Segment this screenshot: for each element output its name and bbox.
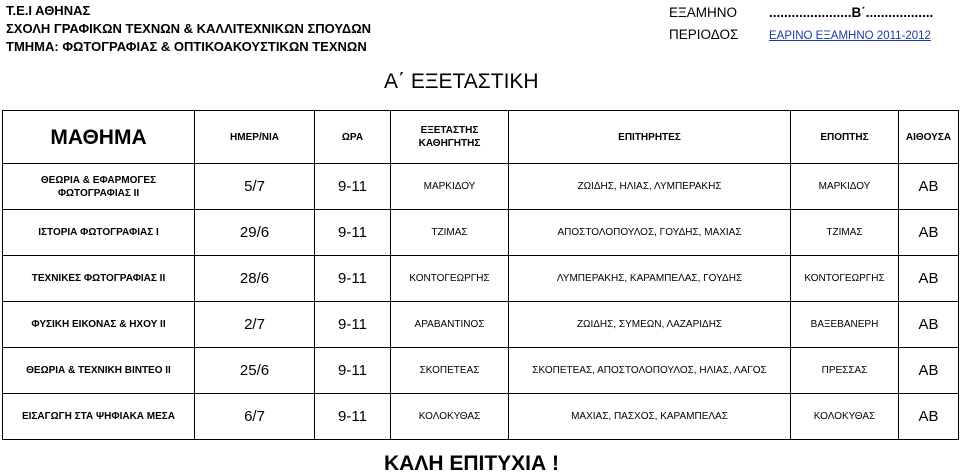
table-row bbox=[3, 164, 959, 210]
room-cell: ΑΒ bbox=[899, 302, 959, 348]
period-label: ΠΕΡΙΟΔΟΣ bbox=[669, 27, 739, 42]
examiner-cell: ΚΟΛΟΚΥΘΑΣ bbox=[391, 394, 509, 440]
institution-name: Τ.Ε.Ι ΑΘΗΝΑΣ bbox=[6, 3, 91, 18]
period-value: ΕΑΡΙΝΟ ΕΞΑΜΗΝΟ 2011-2012 bbox=[769, 30, 931, 42]
course-line2: ΦΩΤΟΓΡΑΦΙΑΣ ΙΙ bbox=[57, 187, 140, 199]
semester-info bbox=[669, 2, 933, 47]
room-cell: ΑΒ bbox=[899, 164, 959, 210]
header-examiner-line1: ΕΞΕΤΑΣΤΗΣ bbox=[420, 125, 479, 136]
date-cell: 25/6 bbox=[195, 348, 315, 394]
time-cell: 9-11 bbox=[315, 164, 391, 210]
document-header bbox=[6, 2, 371, 56]
supervisor-cell: ΚΟΝΤΟΓΕΩΡΓΗΣ bbox=[791, 256, 899, 302]
table-row bbox=[3, 348, 959, 394]
time-cell: 9-11 bbox=[315, 256, 391, 302]
header-examiner bbox=[391, 111, 509, 164]
header-supervisor: ΕΠΟΠΤΗΣ bbox=[791, 111, 899, 164]
table-row bbox=[3, 394, 959, 440]
course-cell bbox=[3, 164, 195, 210]
proctors-cell: ΖΩΙΔΗΣ, ΗΛΙΑΣ, ΛΥΜΠΕΡΑΚΗΣ bbox=[509, 164, 791, 210]
date-cell: 29/6 bbox=[195, 210, 315, 256]
supervisor-cell: ΠΡΕΣΣΑΣ bbox=[791, 348, 899, 394]
semester-value: ......................Β΄.................. bbox=[769, 5, 934, 20]
time-cell: 9-11 bbox=[315, 302, 391, 348]
course-cell: ΙΣΤΟΡΙΑ ΦΩΤΟΓΡΑΦΙΑΣ Ι bbox=[3, 210, 195, 256]
header-room: ΑΙΘΟΥΣΑ bbox=[899, 111, 959, 164]
semester-label: ΕΞΑΜΗΝΟ bbox=[669, 5, 738, 20]
exam-schedule-table bbox=[2, 110, 959, 440]
supervisor-cell: ΜΑΡΚΙΔΟΥ bbox=[791, 164, 899, 210]
exam-title: Α΄ ΕΞΕΤΑΣΤΙΚΗ bbox=[384, 70, 539, 93]
proctors-cell: ΑΠΟΣΤΟΛΟΠΟΥΛΟΣ, ΓΟΥΔΗΣ, ΜΑΧΙΑΣ bbox=[509, 210, 791, 256]
date-cell: 2/7 bbox=[195, 302, 315, 348]
header-time: ΩΡΑ bbox=[315, 111, 391, 164]
supervisor-cell: ΚΟΛΟΚΥΘΑΣ bbox=[791, 394, 899, 440]
course-cell: ΘΕΩΡΙΑ & ΤΕΧΝΙΚΗ ΒΙΝΤΕΟ ΙΙ bbox=[3, 348, 195, 394]
time-cell: 9-11 bbox=[315, 394, 391, 440]
header-examiner-line2: ΚΑΘΗΓΗΤΗΣ bbox=[418, 138, 481, 149]
table-row bbox=[3, 256, 959, 302]
room-cell: ΑΒ bbox=[899, 348, 959, 394]
department-name: ΤΜΗΜΑ: ΦΩΤΟΓΡΑΦΙΑΣ & ΟΠΤΙΚΟΑΚΟΥΣΤΙΚΩΝ ΤΕΧΝΩΝ bbox=[6, 39, 367, 54]
table-header-row bbox=[3, 111, 959, 164]
table-row bbox=[3, 210, 959, 256]
course-cell: ΦΥΣΙΚΗ ΕΙΚΟΝΑΣ & ΗΧΟΥ ΙΙ bbox=[3, 302, 195, 348]
room-cell: ΑΒ bbox=[899, 394, 959, 440]
room-cell: ΑΒ bbox=[899, 210, 959, 256]
examiner-cell: ΣΚΟΠΕΤΕΑΣ bbox=[391, 348, 509, 394]
header-proctors: ΕΠΙΤΗΡΗΤΕΣ bbox=[509, 111, 791, 164]
time-cell: 9-11 bbox=[315, 210, 391, 256]
examiner-cell: ΚΟΝΤΟΓΕΩΡΓΗΣ bbox=[391, 256, 509, 302]
date-cell: 28/6 bbox=[195, 256, 315, 302]
header-date: ΗΜΕΡ/ΝΙΑ bbox=[195, 111, 315, 164]
proctors-cell: ΛΥΜΠΕΡΑΚΗΣ, ΚΑΡΑΜΠΕΛΑΣ, ΓΟΥΔΗΣ bbox=[509, 256, 791, 302]
header-course: ΜΑΘΗΜΑ bbox=[3, 111, 195, 164]
supervisor-cell: ΤΖΙΜΑΣ bbox=[791, 210, 899, 256]
course-cell: ΤΕΧΝΙΚΕΣ ΦΩΤΟΓΡΑΦΙΑΣ ΙΙ bbox=[3, 256, 195, 302]
proctors-cell: ΖΩΙΔΗΣ, ΣΥΜΕΩΝ, ΛΑΖΑΡΙΔΗΣ bbox=[509, 302, 791, 348]
good-luck-footer: ΚΑΛΗ ΕΠΙΤΥΧΙΑ ! bbox=[384, 452, 560, 475]
examiner-cell: ΑΡΑΒΑΝΤΙΝΟΣ bbox=[391, 302, 509, 348]
course-line1: ΘΕΩΡΙΑ & ΕΦΑΡΜΟΓΕΣ bbox=[40, 174, 157, 186]
school-name: ΣΧΟΛΗ ΓΡΑΦΙΚΩΝ ΤΕΧΝΩΝ & ΚΑΛΛΙΤΕΧΝΙΚΩΝ ΣΠΟΥΔΩΝ bbox=[6, 21, 372, 36]
table-row bbox=[3, 302, 959, 348]
examiner-cell: ΤΖΙΜΑΣ bbox=[391, 210, 509, 256]
date-cell: 5/7 bbox=[195, 164, 315, 210]
date-cell: 6/7 bbox=[195, 394, 315, 440]
proctors-cell: ΜΑΧΙΑΣ, ΠΑΣΧΟΣ, ΚΑΡΑΜΠΕΛΑΣ bbox=[509, 394, 791, 440]
examiner-cell: ΜΑΡΚΙΔΟΥ bbox=[391, 164, 509, 210]
supervisor-cell: ΒΑΞΕΒΑΝΕΡΗ bbox=[791, 302, 899, 348]
room-cell: ΑΒ bbox=[899, 256, 959, 302]
time-cell: 9-11 bbox=[315, 348, 391, 394]
course-cell: ΕΙΣΑΓΩΓΗ ΣΤΑ ΨΗΦΙΑΚΑ ΜΕΣΑ bbox=[3, 394, 195, 440]
proctors-cell: ΣΚΟΠΕΤΕΑΣ, ΑΠΟΣΤΟΛΟΠΟΥΛΟΣ, ΗΛΙΑΣ, ΛΑΓΟΣ bbox=[509, 348, 791, 394]
